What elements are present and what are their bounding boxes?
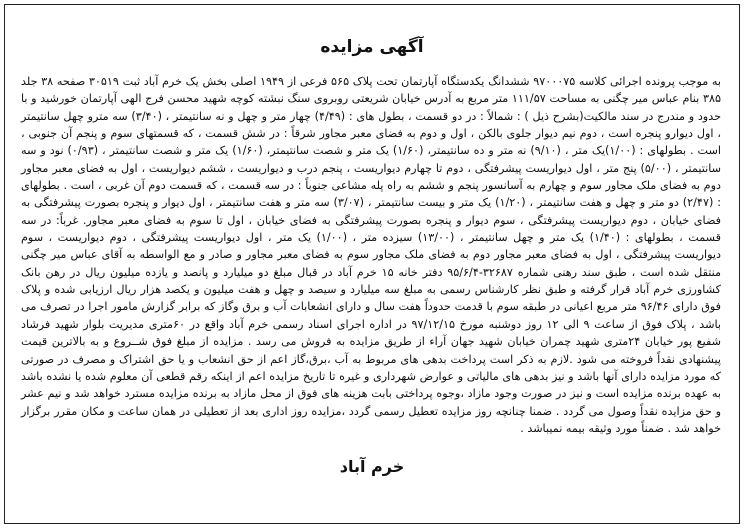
auction-notice-box xyxy=(4,4,740,524)
notice-title: آگهی مزایده xyxy=(320,37,424,57)
notice-footer-city: خرم آباد xyxy=(339,457,405,477)
notice-body: به موجب پرونده اجرائی کلاسه ۹۷۰۰۰۷۵ ششدانگ یکدستگاه آپارتمان تحت پلاک ۵۶۵ فرعی از ۱۹۴۹ اصلی بخش یک خرم آباد ثبت ۳۰۵۱۹ صفحه ۳۸ جلد ۳۸۵ بنام عباس میر چگنی به مساحت ۱۱۱/۵۷ متر مربع به آدرس خیابان شریعتی روبروی سنگ نبشته کوچه شهید محسن فرج الهی آپارتمان خورشید و با حدود و مندرج در سند مالکیت(بشرح ذیل ) : شمالاً : در دو قسمت ، بطول های : (۴/۴۹) چهار متر و چهل و نه سانتیمتر ، (۳/۴۰) سه مترو چهل سانتیمتر ، اول دیوارو پنجره است ، دوم نیم دیوار جلوی بالکن ، اول و دوم به فضای معبر مجاور شرقاً : در شش قسمت ، که قسمتهای سوم و پنجم آن جنوبی ، است . بطولهای : (۱/۰۰)یک متر ، (۹/۱۰) نه متر و ده سانتیمتر، (۱/۶۰) یک متر و شصت سانتیمتر، (۱/۶۰) یک متر و شصت سانتیمتر ، (۰/۹۳) نود و سه سانتیمتر ، (۵/۰۰) پنج متر ، اول دیواریست پیشرفتگی ، دوم تا چهارم دیواریست ، پنجم درب و دیواریست ، ششم دیواریست ، اول به فضای معبر مجاور دوم به فضای ملک مجاور سوم و چهارم به آسانسور پنجم و ششم به راه پله مشاعی جنوباً : در سه قسمت ، که قسمت دوم آن غربی ، است . بطولهای : (۲/۴۷) دو متر و چهل و هفت سانتیمتر ، (۱/۲۰) یک متر و بیست سانتیمتر ، (۳/۰۷) سه متر و هفت سانتیمتر ، اول دیوار و پنجره بصورت پیشرفتگی به فضای خیابان ، دوم دیواریست پیشرفتگی ، سوم دیوار و پنجره بصورت پیشرفتگی به فضای خیابان ، اول تا سوم به فضای معبر مجاور. غرباً: در سه قسمت ، بطولهای : (۱/۴۰) یک متر و چهل سانتیمتر ، (۱۳/۰۰) سیزده متر ، (۱/۰۰) یک متر ، اول دیواریست پیشرفتگی ، دوم دیواریست ، سوم دیواریست پیشرفتگی ، اول به فضای معبر مجاور دوم به فضای ملک مجاور سوم به فضای معبر مجاور و صادر و مع الواسطه به آقای عباس میر چگنی منتقل شده است ، طبق سند رهنی شماره ۳۲۶۸۷-۹۵/۶/۴ دفتر خانه ۱۵ خرم آباد در قبال مبلغ دو میلیارد و پانصد و یازده میلیون ریال در رهن بانک کشاورزی خرم آباد قرار گرفته و طبق نظر کارشناس رسمی به مبلغ سه میلیارد و سیصد و چهل و هفت میلیون و یکصد هزار ریال ارزیابی شده و پلاک فوق دارای ۹۶/۴۶ متر مربع اعیانی در طبقه سوم با قدمت حدوداً هفت سال و دارای انشعابات آب و برق وگاز که برابر گزارش مامور اجرا در تصرف می باشد ، پلاک فوق از ساعت ۹ الی ۱۲ روز دوشنبه مورخ ۹۷/۱۲/۱۵ در اداره اجرای اسناد رسمی خرم آباد واقع در ۶۰متری مدیریت بلوار شهید فرشاد شفیع پور خیابان ۲۴متری شهید چمران خیابان شهید جهان آراء از طریق مزایده به فروش می رسد . مزایده از مبلغ فوق شــروع و به بالاترین قیمت پیشنهادی نقداً فروخته می شود .لازم به ذکر است پرداخت بدهی های مربوط به آب ،برق،گاز اعم از حق انشعاب و یا حق اشتراک و مصرف در صورتی که مورد مزایده دارای آنها باشد و نیز بدهی های مالیاتی و عوارض شهرداری و غیره تا تاریخ مزایده اعم از اینکه رقم قطعی آن معلوم شده یا نشده باشد به عهده برنده مزایده است و نیز در صورت وجود مازاد ،وجوه پرداختی بابت هزینه های فوق از محل مازاد به برنده مزایده مسترد خواهد شد و نیم عشر و حق مزایده نقداً وصول می گردد . ضمنا چنانچه روز مزایده تعطیل رسمی گردد ،مزایده روز اداری بعد از تعطیلی در همان ساعت و مکان مقرر برگزار خواهد شد . ضمناً مورد وثیقه بیمه نمیباشد . xyxy=(21,75,722,435)
